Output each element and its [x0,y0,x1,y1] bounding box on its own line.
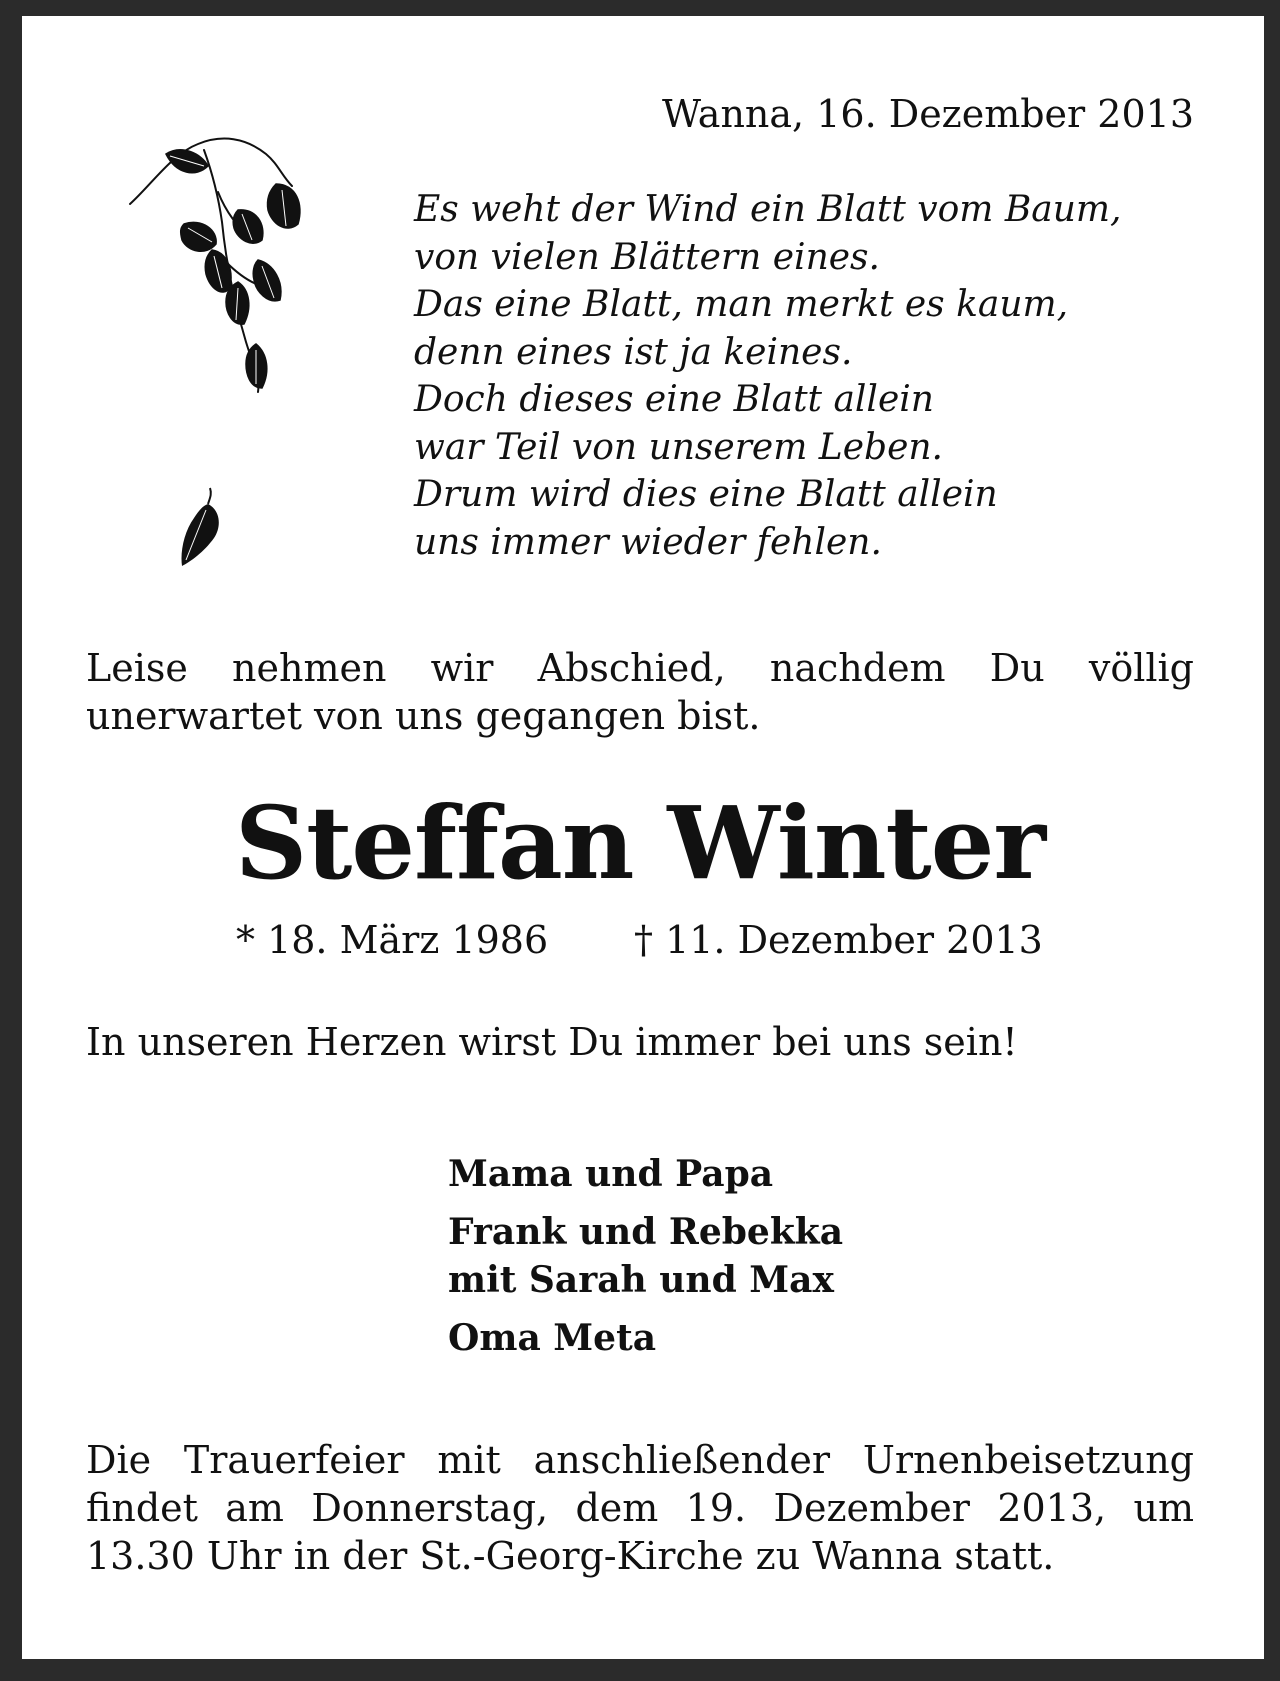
deceased-name: Steffan Winter [234,784,1046,902]
hearts-text: In unseren Herzen wirst Du immer bei uns sein! [86,1020,1018,1064]
poem-line: Es weht der Wind ein Blatt vom Baum, [414,189,1122,230]
place-date: Wanna, 16. Dezember 2013 [662,92,1194,136]
mourner-siblings-line1: Frank und Rebekka [448,1211,844,1253]
poem-line: war Teil von unserem Leben. [414,426,943,468]
poem-line: Drum wird dies eine Blatt allein [414,474,998,515]
poem [414,186,1122,566]
death-date: † 11. Dezember 2013 [634,918,1043,962]
mourner-grandmother: Oma Meta [448,1317,657,1359]
poem-line: Doch dieses eine Blatt allein [414,379,934,420]
falling-leaf-icon [182,488,219,566]
poem-line: denn eines ist ja keines. [414,331,853,373]
mourner-parents: Mama und Papa [448,1153,774,1195]
mourner-siblings-line2: mit Sarah und Max [448,1259,834,1301]
poem-line: Das eine Blatt, man merkt es kaum, [414,284,1069,325]
leaf-branch-icon [126,132,346,572]
funeral-text: Die Trauerfeier mit anschließender Urnenbeisetzung findet am Donnerstag, dem 19. Dezember 2013, um 13.30 Uhr in der St.-Georg-Kirche zu Wanna statt. [86,1438,1194,1578]
farewell-text: Leise nehmen wir Abschied, nachdem Du völlig unerwartet von uns gegangen bist. [86,646,1194,738]
birth-date: * 18. März 1986 [236,918,549,962]
poem-line: uns immer wieder fehlen. [414,521,882,563]
poem-line: von vielen Blättern eines. [414,236,880,278]
